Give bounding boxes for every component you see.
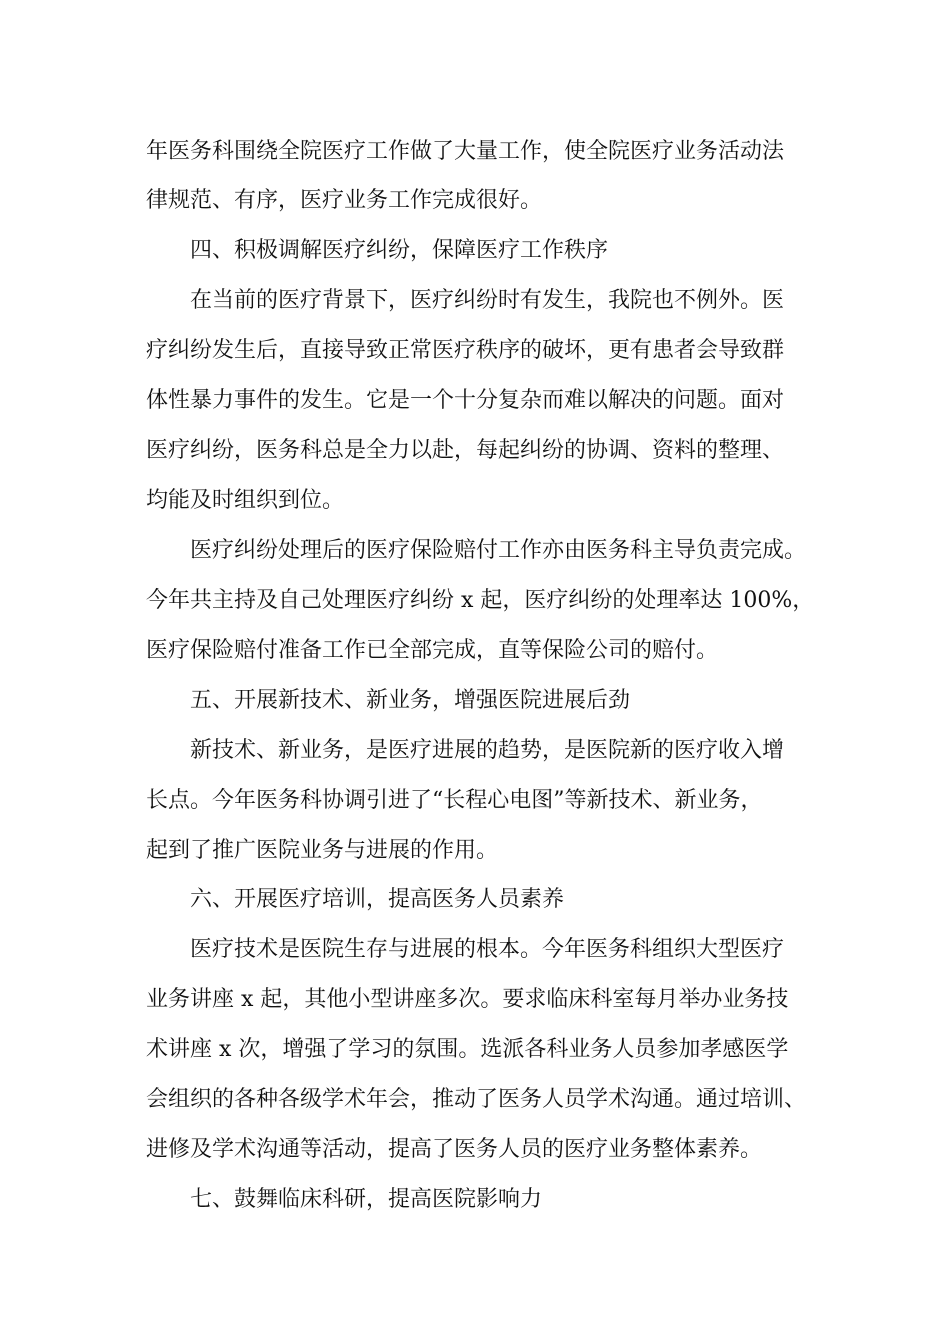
text-line: 体性暴力事件的发生。它是一个十分复杂而难以解决的问题。面对 (146, 388, 785, 413)
text-line: 今年共主持及自己处理医疗纠纷 x 起，医疗纠纷的处理率达 100%， (146, 588, 815, 613)
text-line: 术讲座 x 次，增强了学习的氛围。选派各科业务人员参加孝感医学 (146, 1037, 789, 1062)
text-line: 医疗纠纷处理后的医疗保险赔付工作亦由医务科主导负责完成。 (190, 538, 807, 563)
text-line: 均能及时组织到位。 (146, 488, 345, 513)
text-line: 会组织的各种各级学术年会，推动了医务人员学术沟通。通过培训、 (146, 1087, 807, 1112)
text-line: 新技术、新业务，是医疗进展的趋势，是医院新的医疗收入增 (190, 738, 785, 763)
text-line: 起到了推广医院业务与进展的作用。 (146, 838, 499, 863)
text-line: 医疗技术是医院生存与进展的根本。今年医务科组织大型医疗 (190, 937, 785, 962)
text-line: 医疗纠纷，医务科总是全力以赴，每起纠纷的协调、资料的整理、 (146, 438, 785, 463)
text-line: 疗纠纷发生后，直接导致正常医疗秩序的破坏，更有患者会导致群 (146, 338, 785, 363)
text-line: 在当前的医疗背景下，医疗纠纷时有发生，我院也不例外。医 (190, 288, 785, 313)
text-line: 律规范、有序，医疗业务工作完成很好。 (146, 188, 543, 213)
section-heading: 六、开展医疗培训，提高医务人员素养 (190, 887, 565, 912)
section-heading: 四、积极调解医疗纠纷，保障医疗工作秩序 (190, 238, 609, 263)
section-heading: 七、鼓舞临床科研，提高医院影响力 (190, 1187, 543, 1212)
text-line: 长点。今年医务科协调引进了“长程心电图”等新技术、新业务， (146, 788, 763, 813)
text-line: 进修及学术沟通等活动，提高了医务人员的医疗业务整体素养。 (146, 1137, 763, 1162)
text-line: 医疗保险赔付准备工作已全部完成，直等保险公司的赔付。 (146, 638, 719, 663)
text-line: 业务讲座 x 起，其他小型讲座多次。要求临床科室每月举办业务技 (146, 987, 789, 1012)
section-heading: 五、开展新技术、新业务，增强医院进展后劲 (190, 688, 631, 713)
text-line: 年医务科围绕全院医疗工作做了大量工作，使全院医疗业务活动法 (146, 139, 785, 164)
